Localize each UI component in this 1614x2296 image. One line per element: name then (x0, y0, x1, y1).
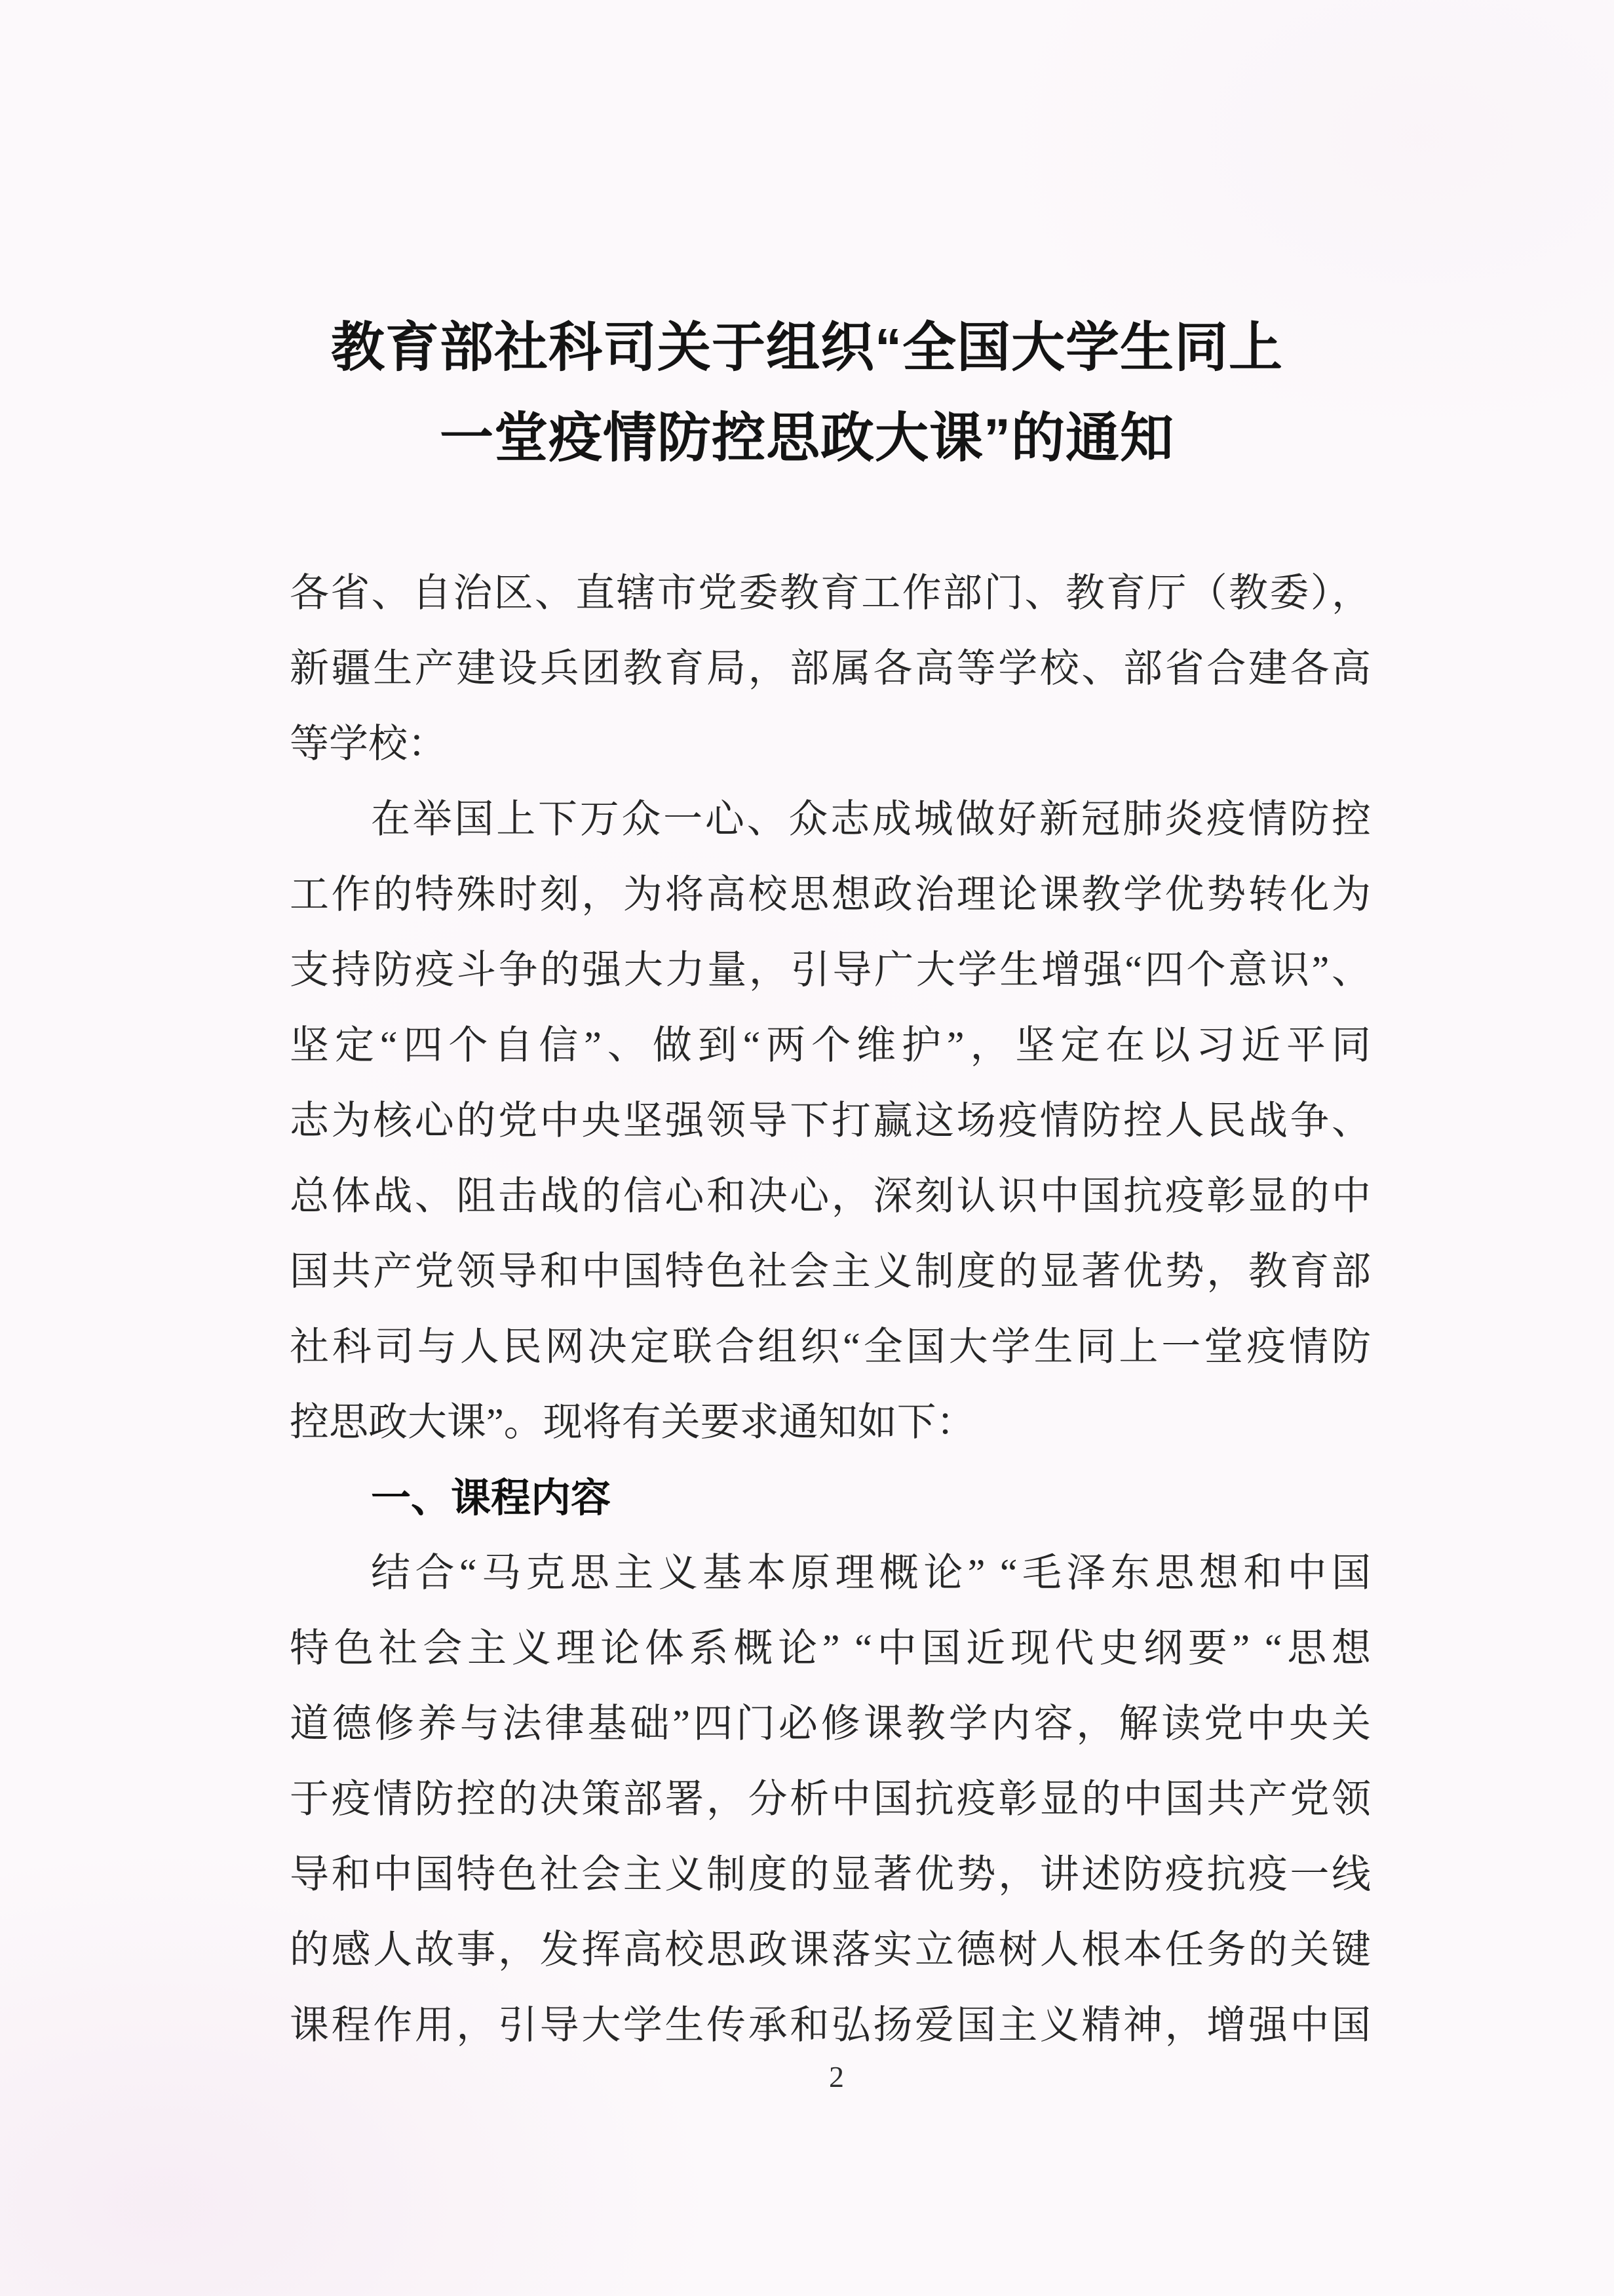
body-line: 等学校： (290, 722, 447, 766)
body-line: 结合“马克思主义基本原理概论” “毛泽东思想和中国 (371, 1551, 1371, 1595)
body-line: 坚定“四个自信”、做到“两个维护”，坚定在以习近平同 (290, 1024, 1371, 1067)
body-line: 社科司与人民网决定联合组织“全国大学生同上一堂疫情防 (290, 1325, 1371, 1369)
body-line: 的感人故事，发挥高校思政课落实立德树人根本任务的关键 (290, 1928, 1371, 1972)
body-line: 在举国上下万众一心、众志成城做好新冠肺炎疫情防控 (371, 798, 1371, 841)
document-body (290, 556, 1371, 2063)
body-line: 导和中国特色社会主义制度的显著优势，讲述防疫抗疫一线 (290, 1853, 1371, 1896)
body-line: 工作的特殊时刻，为将高校思想政治理论课教学优势转化为 (290, 873, 1371, 916)
body-line: 特色社会主义理论体系概论” “中国近现代史纲要” “思想 (290, 1627, 1371, 1670)
document-title-line: 一堂疫情防控思政大课”的通知 (439, 408, 1174, 468)
document-title (0, 303, 1614, 484)
page-number: 2 (829, 2060, 844, 2093)
body-line: 课程作用，引导大学生传承和弘扬爱国主义精神，增强中国 (290, 2004, 1371, 2047)
body-line: 志为核心的党中央坚强领导下打赢这场疫情防控人民战争、 (290, 1099, 1371, 1142)
document-title-line: 教育部社科司关于组织“全国大学生同上 (330, 318, 1283, 378)
body-line: 国共产党领导和中国特色社会主义制度的显著优势，教育部 (290, 1250, 1371, 1293)
body-line: 总体战、阻击战的信心和决心，深刻认识中国抗疫彰显的中 (290, 1175, 1371, 1218)
body-line: 新疆生产建设兵团教育局，部属各高等学校、部省合建各高 (290, 647, 1371, 690)
body-line: 支持防疫斗争的强大力量，引导广大学生增强“四个意识”、 (290, 948, 1371, 992)
body-line: 控思政大课”。现将有关要求通知如下： (290, 1401, 976, 1444)
body-line: 道德修养与法律基础”四门必修课教学内容，解读党中央关 (290, 1702, 1371, 1745)
body-line: 于疫情防控的决策部署，分析中国抗疫彰显的中国共产党领 (290, 1778, 1371, 1821)
body-line: 一、课程内容 (371, 1475, 611, 1520)
body-line: 各省、自治区、直辖市党委教育工作部门、教育厅（教委）， (290, 572, 1371, 615)
